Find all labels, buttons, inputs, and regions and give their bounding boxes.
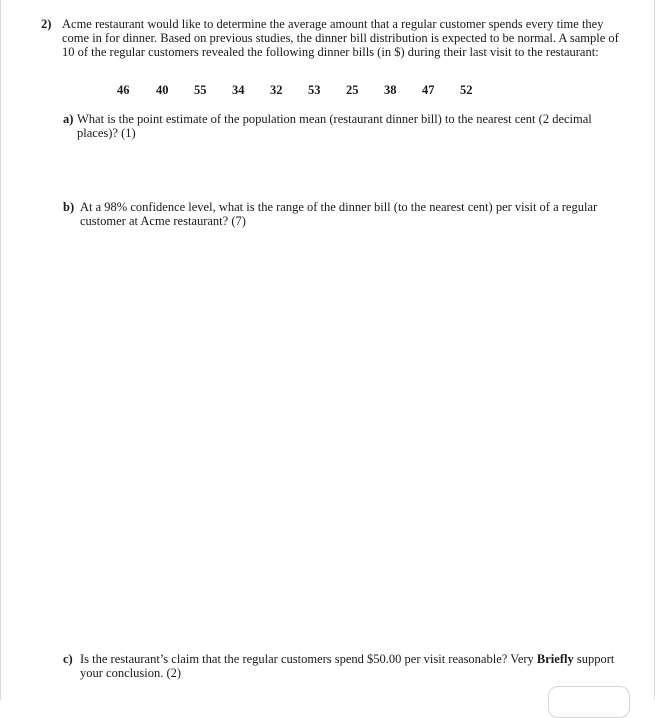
part-a-label: a) [63,112,74,126]
part-c-label: c) [63,652,73,666]
bill-value: 32 [270,83,283,97]
bill-value: 47 [422,83,435,97]
corner-widget[interactable] [548,686,630,718]
bill-value: 52 [460,83,473,97]
bill-value: 25 [346,83,359,97]
part-b-label: b) [63,200,75,214]
part-c-text [80,652,620,680]
bill-value: 53 [308,83,321,97]
dinner-bill-values [0,83,655,99]
part-a-text: What is the point estimate of the population mean (restaurant dinner bill) to the nearest cent (2 decimal places)? (1) [77,112,592,141]
bill-value: 55 [194,83,207,97]
bill-value: 40 [156,83,169,97]
part-c-text-end: support your conclusion. (2) [80,652,615,681]
bill-value: 34 [232,83,245,97]
part-b-text: At a 98% confidence level, what is the range of the dinner bill (to the nearest cent) per visit of a regular customer at Acme restaurant? (7) [80,200,598,229]
bill-value: 38 [384,83,397,97]
bill-value: 46 [117,83,130,97]
question-number: 2) [41,17,52,31]
part-c-emphasis: Briefly [536,652,574,666]
question-text: Acme restaurant would like to determine the average amount that a regular customer spends every time they come in for dinner. Based on previous studies, the dinner bill distribution is expected to be normal. A sample of 10 of the regular customers revealed the following dinner bills (in $) during their last visit to the restaurant: [62,17,619,60]
part-c-text-start: Is the restaurant’s claim that the regular customers spend $50.00 per visit reasonable? Very [80,652,537,666]
page-left-edge [0,0,1,700]
